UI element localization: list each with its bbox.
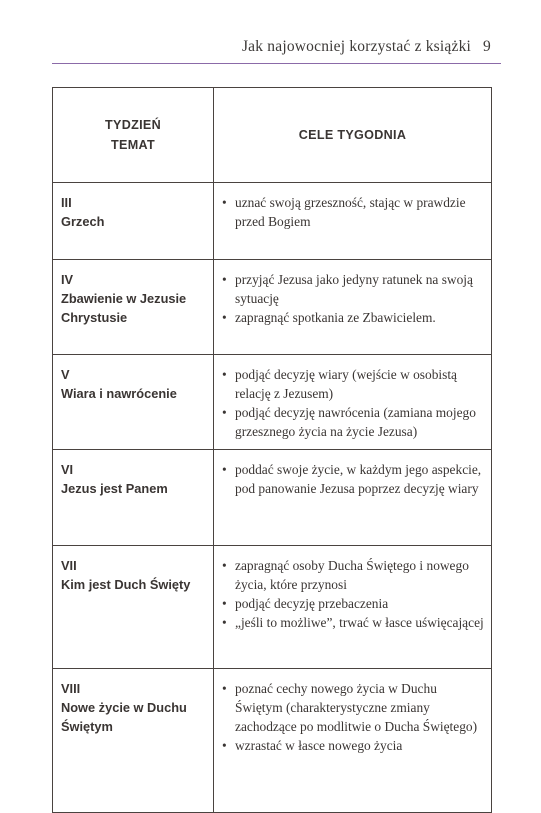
bullet: • bbox=[222, 615, 227, 630]
bullet: • bbox=[222, 405, 227, 420]
bullet: • bbox=[222, 367, 227, 382]
header-rule bbox=[52, 63, 501, 64]
bullet: • bbox=[222, 738, 227, 753]
goal-list bbox=[222, 270, 485, 327]
bullet: • bbox=[222, 596, 227, 611]
week-numeral: III bbox=[61, 195, 72, 210]
goal-list bbox=[222, 679, 485, 755]
weekly-goals-table bbox=[52, 87, 492, 813]
week-numeral: IV bbox=[61, 272, 74, 287]
table-row bbox=[53, 669, 492, 813]
goal-text: poddać swoje życie, w każdym jego aspekcie, pod panowanie Jezusa poprzez decyzję wiary bbox=[235, 462, 482, 496]
goals-cell bbox=[214, 450, 492, 546]
goal-list bbox=[222, 460, 485, 498]
goals-cell bbox=[214, 355, 492, 450]
bullet: • bbox=[222, 681, 227, 696]
goal-list bbox=[222, 365, 485, 441]
table-row bbox=[53, 450, 492, 546]
bullet: • bbox=[222, 195, 227, 210]
header-goals: CELE TYGODNIA bbox=[214, 88, 492, 183]
goal-text: uznać swoją grzeszność, stając w prawdzie przed Bogiem bbox=[235, 195, 466, 229]
goal-text: przyjąć Jezusa jako jedyny ratunek na swoją sytuację bbox=[235, 272, 473, 306]
bullet: • bbox=[222, 462, 227, 477]
bullet: • bbox=[222, 310, 227, 325]
week-cell bbox=[53, 669, 214, 813]
goal-item bbox=[222, 594, 485, 613]
table-row bbox=[53, 546, 492, 669]
week-cell bbox=[53, 450, 214, 546]
goals-cell bbox=[214, 669, 492, 813]
goal-text: zapragnąć osoby Ducha Świętego i nowego życia, które przynosi bbox=[235, 558, 469, 592]
table-row bbox=[53, 183, 492, 260]
header-theme-label: TEMAT bbox=[111, 137, 155, 152]
table-row bbox=[53, 260, 492, 355]
page-number: 9 bbox=[483, 38, 491, 55]
week-cell bbox=[53, 546, 214, 669]
goal-item bbox=[222, 613, 485, 632]
running-head bbox=[242, 38, 491, 56]
table-header-row bbox=[53, 88, 492, 183]
goal-list bbox=[222, 193, 485, 231]
goal-item bbox=[222, 736, 485, 755]
running-head-title: Jak najowocniej korzystać z książki bbox=[241, 38, 472, 55]
goals-cell bbox=[214, 546, 492, 669]
goal-text: podjąć decyzję nawrócenia (zamiana mojego grzesznego życia na życie Jezusa) bbox=[235, 405, 476, 439]
goal-text: „jeśli to możliwe”, trwać w łasce uświęcającej bbox=[235, 615, 484, 630]
goal-text: wzrastać w łasce nowego życia bbox=[235, 738, 403, 753]
goal-item bbox=[222, 193, 485, 231]
week-theme: Grzech bbox=[61, 214, 105, 229]
goal-item bbox=[222, 308, 485, 327]
week-cell bbox=[53, 183, 214, 260]
goal-item bbox=[222, 270, 485, 308]
goal-item bbox=[222, 403, 485, 441]
goal-item bbox=[222, 365, 485, 403]
table-row bbox=[53, 355, 492, 450]
bullet: • bbox=[222, 272, 227, 287]
goal-text: podjąć decyzję przebaczenia bbox=[235, 596, 389, 611]
bullet: • bbox=[222, 558, 227, 573]
week-theme: Wiara i nawrócenie bbox=[61, 386, 177, 401]
week-theme: Zbawienie w Jezusie Chrystusie bbox=[61, 291, 187, 325]
goal-text: zapragnąć spotkania ze Zbawicielem. bbox=[235, 310, 436, 325]
header-week-label: TYDZIEŃ bbox=[105, 117, 161, 132]
goal-item bbox=[222, 679, 485, 736]
goals-cell bbox=[214, 260, 492, 355]
week-numeral: VI bbox=[61, 462, 74, 477]
week-numeral: VIII bbox=[61, 681, 81, 696]
header-week-theme bbox=[53, 88, 214, 183]
goal-item bbox=[222, 460, 485, 498]
week-cell bbox=[53, 260, 214, 355]
weekly-goals-table-container bbox=[52, 87, 491, 813]
goals-cell bbox=[214, 183, 492, 260]
week-theme: Jezus jest Panem bbox=[61, 481, 168, 496]
goal-list bbox=[222, 556, 485, 632]
week-numeral: V bbox=[61, 367, 70, 382]
week-theme: Nowe życie w Duchu Świętym bbox=[61, 700, 187, 734]
week-theme: Kim jest Duch Święty bbox=[61, 577, 191, 592]
goal-text: poznać cechy nowego życia w Duchu Świętym (charakterystyczne zmiany zachodzące po modlitwie o Ducha Świętego) bbox=[235, 681, 478, 734]
goal-item bbox=[222, 556, 485, 594]
goal-text: podjąć decyzję wiary (wejście w osobistą relację z Jezusem) bbox=[235, 367, 457, 401]
week-cell bbox=[53, 355, 214, 450]
week-numeral: VII bbox=[61, 558, 77, 573]
